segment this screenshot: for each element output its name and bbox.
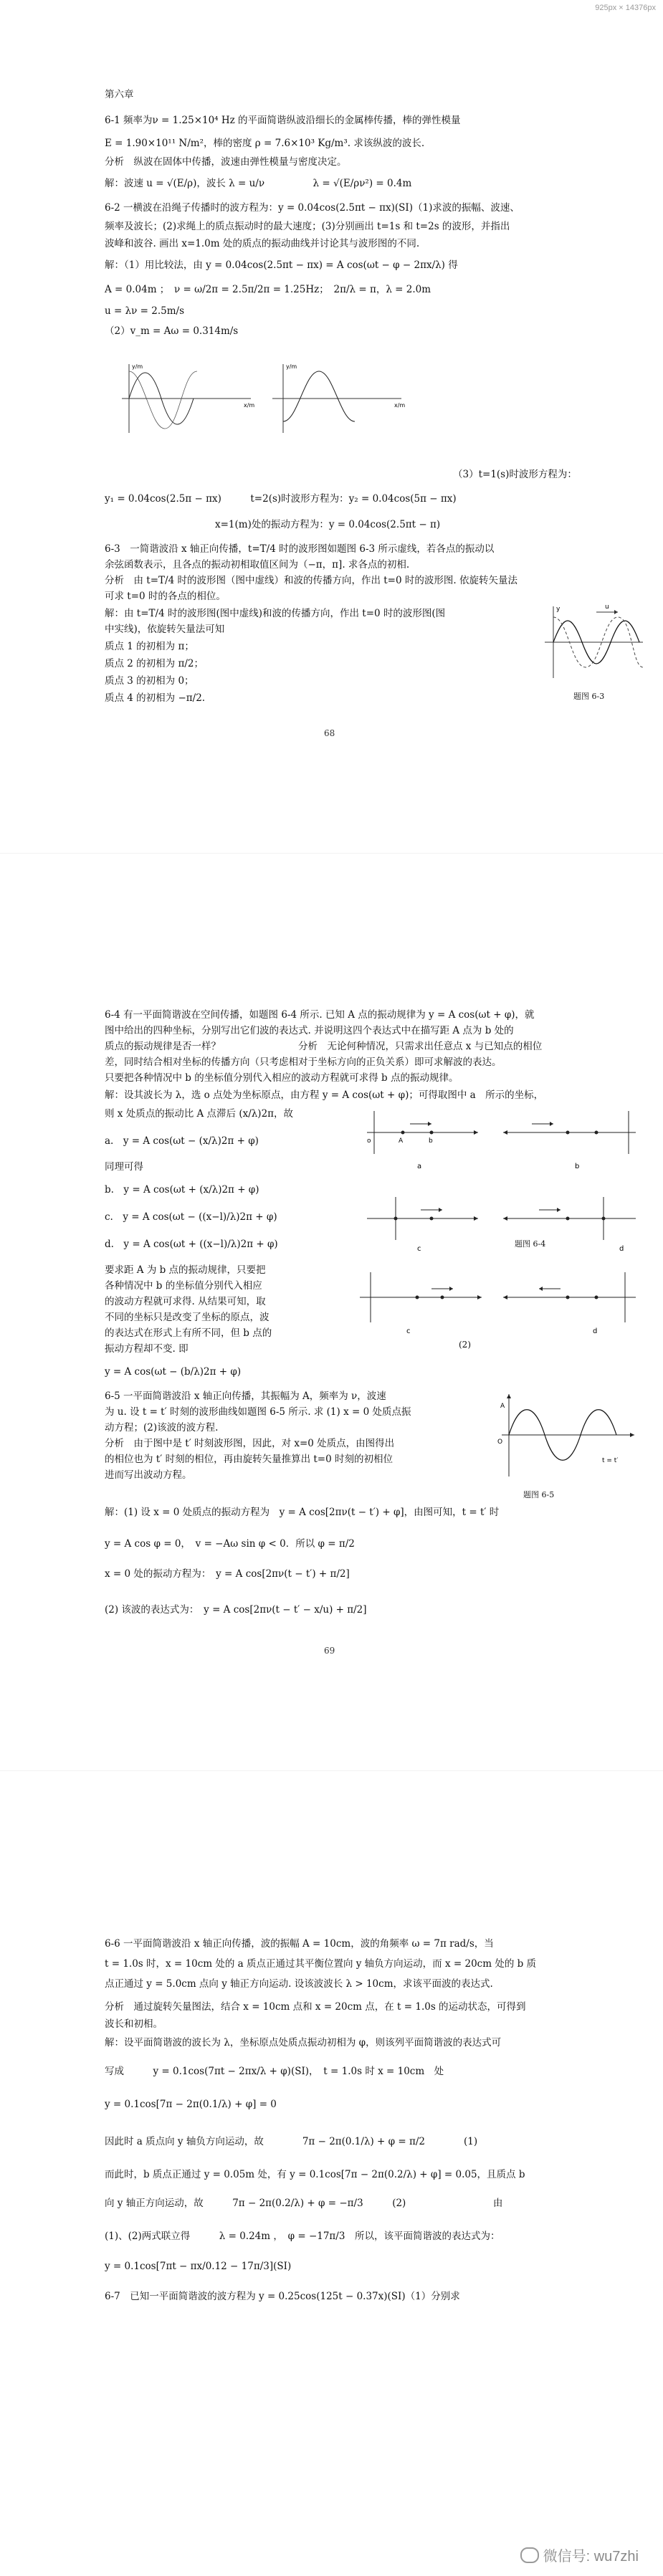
- text-line: 解：设平面简谐波的波长为 λ，坐标原点处质点振动初相为 φ，则该列平面简谐波的表达式可: [105, 2037, 502, 2048]
- axis-label: x/m: [244, 402, 255, 409]
- figure-caption: 题图 6-5: [523, 1490, 555, 1499]
- page-separator: [0, 1770, 663, 1771]
- text-line: 解：(1) 设 x = 0 处质点的振动方程为 y = A cos[2πν(t − t′) + φ]，由图可知，t = t′ 时: [105, 1507, 500, 1518]
- text-line: 分析 纵波在固体中传播，波速由弹性模量与密度决定。: [105, 156, 347, 168]
- text-line: t = 1.0s 时，x = 10cm 处的 a 质点正通过其平衡位置向 y 轴负方向运动，而 x = 20cm 处的 b 质: [105, 1958, 537, 1970]
- coord-c: [367, 1197, 478, 1253]
- text-line: 分析 由于图中是 t′ 时刻波形图，因此，对 x=0 处质点，由图得出: [105, 1438, 395, 1449]
- watermark-text: 微信号: wu7zhi: [543, 2549, 639, 2565]
- sub-label-d2: d: [593, 1327, 598, 1335]
- text-line: A = 0.04m ； ν = ω/2π = 2.5π/2π = 1.25Hz； 2π/λ = π，λ = 2.0m: [105, 284, 431, 295]
- origin-label: o: [367, 1137, 371, 1145]
- origin-label: O: [497, 1439, 503, 1446]
- text-line: a. y = A cos(ωt − (x/λ)2π + φ): [105, 1135, 259, 1147]
- amplitude-label: A: [500, 1403, 505, 1410]
- text-line: 点正通过 y = 5.0cm 点向 y 轴正方向运动. 设该波波长 λ > 10cm，求该平面波的表达式.: [105, 1978, 493, 1990]
- axis-label: y/m: [132, 363, 143, 370]
- text-line: y = A cos(ωt − (b/λ)2π + φ): [105, 1366, 242, 1378]
- text-line: 的表达式在形式上有所不同，但 b 点的: [105, 1327, 272, 1339]
- text-line: 进而写出波动方程。: [105, 1469, 192, 1481]
- text-line: 振动方程却不变. 即: [105, 1343, 189, 1355]
- text-line: （3）t=1(s)时波形方程为：: [453, 469, 577, 480]
- text-line: 波峰和波谷. 画出 x=1.0m 处的质点的振动曲线并讨论其与波形图的不同.: [105, 238, 420, 249]
- point-label-b: b: [429, 1137, 433, 1145]
- text-line: 解：由 t=T/4 时的波形图(图中虚线)和波的传播方向，作出 t=0 时的波形图(图: [105, 608, 446, 619]
- text-line: 6-1 频率为ν = 1.25×10⁴ Hz 的平面简谐纵波沿细长的金属棒传播，棒的弹性模量: [105, 115, 461, 126]
- text-line: y₁ = 0.04cos(2.5π − πx) t=2(s)时波形方程为：y₂ = 0.04cos(5π − πx): [105, 493, 457, 505]
- text-line: 6-7 已知一平面简谐波的波方程为 y = 0.25cos(125t − 0.37x)(SI)（1）分别求: [105, 2291, 460, 2302]
- text-line: u = λν = 2.5m/s: [105, 305, 184, 317]
- text-line: 质点 1 的初相为 π；: [105, 641, 194, 652]
- text-line: 向 y 轴正方向运动，故 7π − 2π(0.2/λ) + φ = −π/3 (2) 由: [105, 2198, 503, 2209]
- text-line: 6-4 有一平面简谐波在空间传播，如题图 6-4 所示. 已知 A 点的振动规律为 y = A cos(ωt + φ)，就: [105, 1009, 535, 1021]
- text-line: 波长和初相。: [105, 2018, 163, 2030]
- text-line: 因此时 a 质点向 y 轴负方向运动，故 7π − 2π(0.1/λ) + φ = π/2 (1): [105, 2136, 478, 2147]
- text-line: 图中给出的四种坐标，分别写出它们波的表达式. 并说明这四个表达式中在描写距 A 点为 b 处的: [105, 1025, 514, 1036]
- figure-caption: (2): [459, 1340, 471, 1350]
- text-line: 则 x 处质点的振动比 A 点滞后 (x/λ)2π，故: [105, 1108, 294, 1120]
- figure-6-3: [539, 599, 647, 685]
- text-line: 差，同时结合相对坐标的传播方向（只考虑相对于坐标方向的正负关系）即可求解波的表达。: [105, 1056, 502, 1068]
- axis-label-y: y: [556, 606, 561, 613]
- text-line: 余弦函数表示，且各点的振动初相取值区间为（−π，π]. 求各点的初相.: [105, 559, 410, 571]
- text-line: 6-5 一平面简谐波沿 x 轴正向传播，其振幅为 A，频率为 ν，波速: [105, 1390, 386, 1402]
- text-line: 质点 3 的初相为 0；: [105, 675, 194, 687]
- velocity-label: u: [605, 604, 609, 611]
- text-line: 的相位也为 t′ 时刻的相位，再由旋转矢量推算出 t=0 时刻的初相位: [105, 1454, 393, 1465]
- figure-caption: 题图 6-4: [515, 1239, 546, 1249]
- text-line: 要求距 A 为 b 点的振动规律，只要把: [105, 1264, 266, 1276]
- figure-6-4: [353, 1104, 654, 1347]
- chapter-title: 第六章: [105, 89, 134, 100]
- text-line: c. y = A cos(ωt − ((x−l)/λ)2π + φ): [105, 1211, 277, 1223]
- axis-label: x/m: [394, 402, 406, 409]
- text-line: y = 0.1cos[7π − 2π(0.1/λ) + φ] = 0: [105, 2099, 277, 2110]
- sub-label-c: c: [417, 1245, 421, 1253]
- time-label: t = t′: [602, 1457, 619, 1464]
- sub-label-a: a: [417, 1163, 422, 1170]
- text-line: 而此时，b 质点正通过 y = 0.05m 处，有 y = 0.1cos[7π − 2π(0.2/λ) + φ] = 0.05，且质点 b: [105, 2169, 525, 2180]
- text-line: （2）v_m = Aω = 0.314m/s: [105, 325, 239, 337]
- text-line: 频率及波长；(2)求绳上的质点振动时的最大速度；(3)分别画出 t=1s 和 t=2s 的波形，并指出: [105, 221, 510, 232]
- text-line: 解：设其波长为 λ，选 o 点处为坐标原点，由方程 y = A cos(ωt + φ)；可得取图中 a 所示的坐标，: [105, 1089, 544, 1101]
- sub-label-d: d: [619, 1245, 624, 1253]
- wechat-icon: [520, 2547, 539, 2563]
- text-line: 各种情况中 b 的坐标值分别代入相应: [105, 1280, 262, 1292]
- text-line: 分析 由 t=T/4 时的波形图（图中虚线）和波的传播方向，作出 t=0 时的波形图. 依旋转矢量法: [105, 575, 517, 586]
- point-label-a: A: [399, 1137, 404, 1145]
- text-line: 6-2 一横波在沿绳子传播时的波方程为：y = 0.04cos(2.5πt − πx)(SI)（1)求波的振幅、波速、: [105, 202, 520, 214]
- text-line: 解：波速 u = √(E/ρ)，波长 λ = u/ν λ = √(E/ρν²) = 0.4m: [105, 178, 412, 189]
- sub-label-c2: c: [406, 1327, 411, 1335]
- text-line: 质点 2 的初相为 π/2；: [105, 658, 204, 669]
- sub-label-b: b: [575, 1163, 580, 1170]
- text-line: 解：（1）用比较法，由 y = 0.04cos(2.5πt − πx) = A cos(ωt − φ − 2πx/λ) 得: [105, 259, 458, 271]
- text-line: 可求 t=0 时的各点的相位。: [105, 591, 226, 602]
- viewer-bar: [0, 0, 663, 19]
- text-line: (1)、(2)两式联立得 λ = 0.24m ， φ = −17π/3 所以，该平面简谐波的表达式为：: [105, 2231, 500, 2242]
- text-line: E = 1.90×10¹¹ N/m²，棒的密度 ρ = 7.6×10³ Kg/m³. 求该纵波的波长.: [105, 138, 425, 149]
- text-line: 同理可得: [105, 1161, 143, 1173]
- graph-t1: [122, 363, 254, 433]
- text-line: 中实线)，依旋转矢量法可知: [105, 624, 225, 635]
- text-line: y = A cos φ = 0， v = −Aω sin φ < 0．所以 φ = π/2: [105, 1538, 355, 1550]
- wechat-watermark: [520, 2544, 639, 2565]
- page-number: 69: [324, 1646, 335, 1656]
- text-line: 为 u. 设 t = t′ 时刻的波形曲线如题图 6-5 所示. 求 (1) x = 0 处质点振: [105, 1406, 411, 1418]
- page-separator: [0, 853, 663, 854]
- figure-6-5: [495, 1390, 638, 1484]
- text-line: 只要把各种情况中 b 的坐标值分别代入相应的波动方程就可求得 b 点的振动规律。: [105, 1072, 459, 1084]
- text-line: 6-3 一简谐波沿 x 轴正向传播，t=T/4 时的波形图如题图 6-3 所示虚线，若各点的振动以: [105, 543, 495, 555]
- text-line: x = 0 处的振动方程为： y = A cos[2πν(t − t′) + π/2]: [105, 1568, 350, 1580]
- text-line: d. y = A cos(ωt + ((x−l)/λ)2π + φ): [105, 1239, 278, 1250]
- wave-graphs-6-2: [108, 350, 409, 443]
- coord-a: [367, 1111, 478, 1170]
- axis-label: y/m: [286, 363, 297, 370]
- text-line: 6-6 一平面简谐波沿 x 轴正向传播，波的振幅 A = 10cm，波的角频率 ω = 7π rad/s，当: [105, 1938, 494, 1950]
- coord-d2: [503, 1272, 636, 1335]
- text-line: (2) 该波的表达式为： y = A cos[2πν(t − t′ − x/u) + π/2]: [105, 1604, 367, 1616]
- image-resolution: 925px × 14376px: [595, 4, 656, 12]
- text-line: 分析 通过旋转矢量图法，结合 x = 10cm 点和 x = 20cm 点，在 t = 1.0s 的运动状态，可得到: [105, 2001, 526, 2013]
- text-line: x=1(m)处的振动方程为：y = 0.04cos(2.5πt − π): [215, 519, 441, 530]
- text-line: b. y = A cos(ωt + (x/λ)2π + φ): [105, 1184, 259, 1196]
- graph-t2: [272, 363, 405, 433]
- text-line: 质点 4 的初相为 −π/2.: [105, 692, 206, 704]
- page-number: 68: [324, 728, 335, 738]
- text-line: 动方程；(2)该波的波方程.: [105, 1422, 219, 1434]
- coord-c2: [360, 1272, 482, 1335]
- figure-caption: 题图 6-3: [573, 692, 605, 701]
- text-line: y = 0.1cos[7πt − πx/0.12 − 17π/3](SI): [105, 2261, 292, 2272]
- coord-b: [503, 1111, 636, 1170]
- text-line: 写成 y = 0.1cos(7πt − 2πx/λ + φ)(SI)， t = 1.0s 时 x = 10cm 处: [105, 2066, 444, 2077]
- text-line: 不同的坐标只是改变了坐标的原点，波: [105, 1312, 270, 1323]
- text-line: 的波动方程就可求得. 从结果可知，取: [105, 1296, 266, 1307]
- text-line: 质点的振动规律是否一样？ 分析 无论何种情况，只需求出任意点 x 与已知点的相位: [105, 1041, 543, 1052]
